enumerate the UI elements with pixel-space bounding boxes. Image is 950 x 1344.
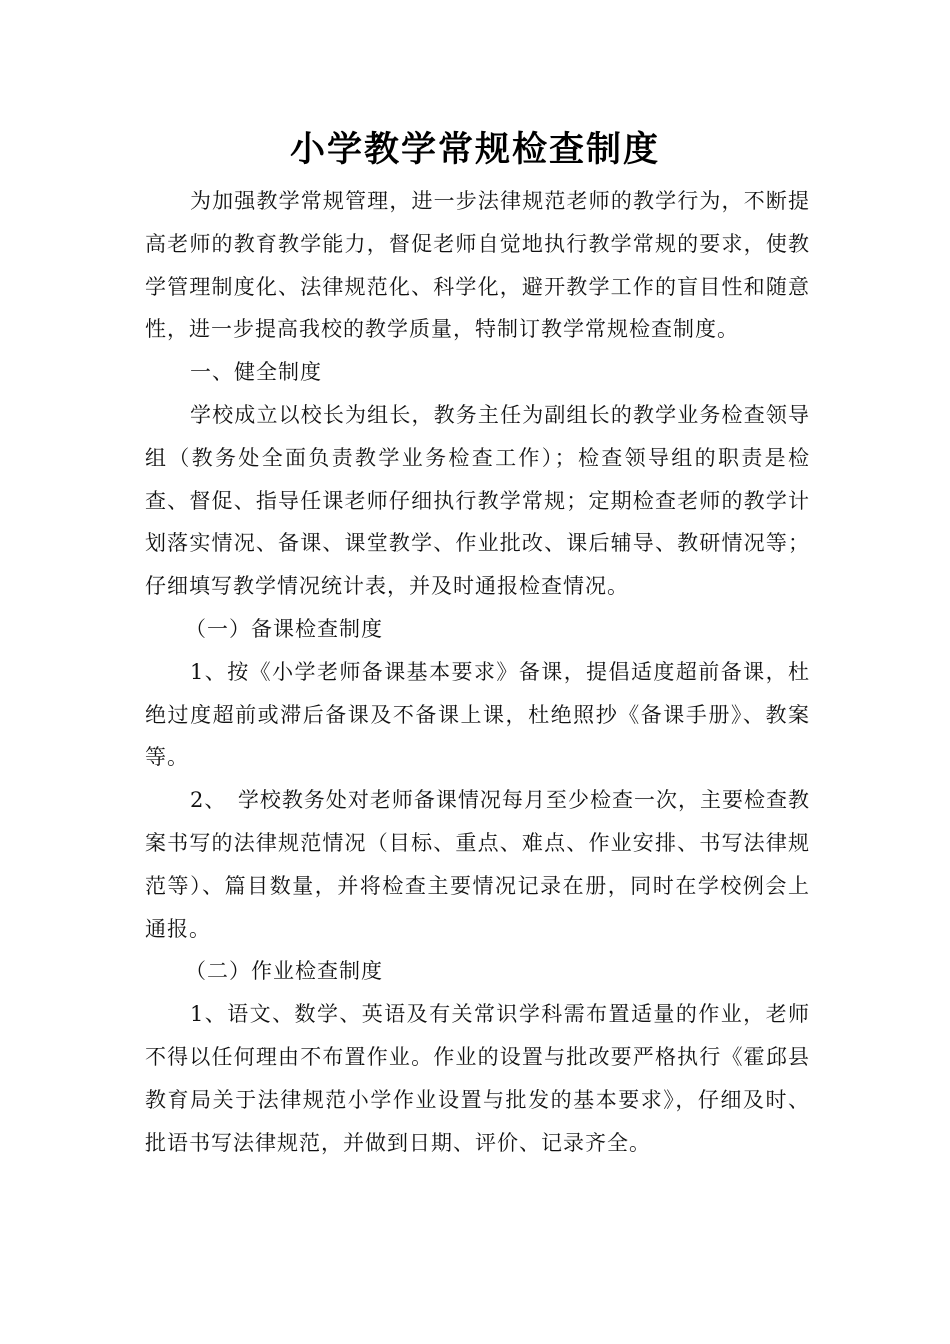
section-heading-1: 一、健全制度 xyxy=(190,360,322,385)
document-title: 小学教学常规检查制度 xyxy=(289,130,660,170)
section-paragraph-1: 学校成立以校长为组长，教务主任为副组长的教学业务检查领导组（教务处全面负责教学业务检查工作）；检查领导组的职责是检查、督促、指导任课老师仔细执行教学常规；定期检查老师的教学计划落实情况、备课、课堂教学、作业批改、课后辅导、教研情况等；仔细填写教学情况统计表，并及时通报检查情况。 xyxy=(145,402,810,599)
homework-item-1: 1、语文、数学、英语及有关常识学科需布置适量的作业，老师不得以任何理由不布置作业。作业的设置与批改要严格执行《霍邱县教育局关于法律规范小学作业设置与批发的基本要求》，仔细及时、批语书写法律规范，并做到日期、评价、记录齐全。 xyxy=(145,1002,810,1155)
sub-heading-lesson-prep: （一）备课检查制度 xyxy=(185,616,383,641)
document-body xyxy=(145,180,810,1164)
lesson-prep-item-1: 1、按《小学老师备课基本要求》备课，提倡适度超前备课，杜绝过度超前或滞后备课及不备课上课，杜绝照抄《备课手册》、教案等。 xyxy=(145,659,810,770)
lesson-prep-item-2: 2、 学校教务处对老师备课情况每月至少检查一次，主要检查教案书写的法律规范情况（目标、重点、难点、作业安排、书写法律规范等）、篇目数量，并将检查主要情况记录在册，同时在学校例会上通报。 xyxy=(145,788,810,941)
sub-heading-homework: （二）作业检查制度 xyxy=(185,959,383,984)
intro-paragraph: 为加强教学常规管理，进一步法律规范老师的教学行为，不断提高老师的教育教学能力，督促老师自觉地执行教学常规的要求，使教学管理制度化、法律规范化、科学化，避开教学工作的盲目性和随意性，进一步提高我校的教学质量，特制订教学常规检查制度。 xyxy=(145,189,810,342)
